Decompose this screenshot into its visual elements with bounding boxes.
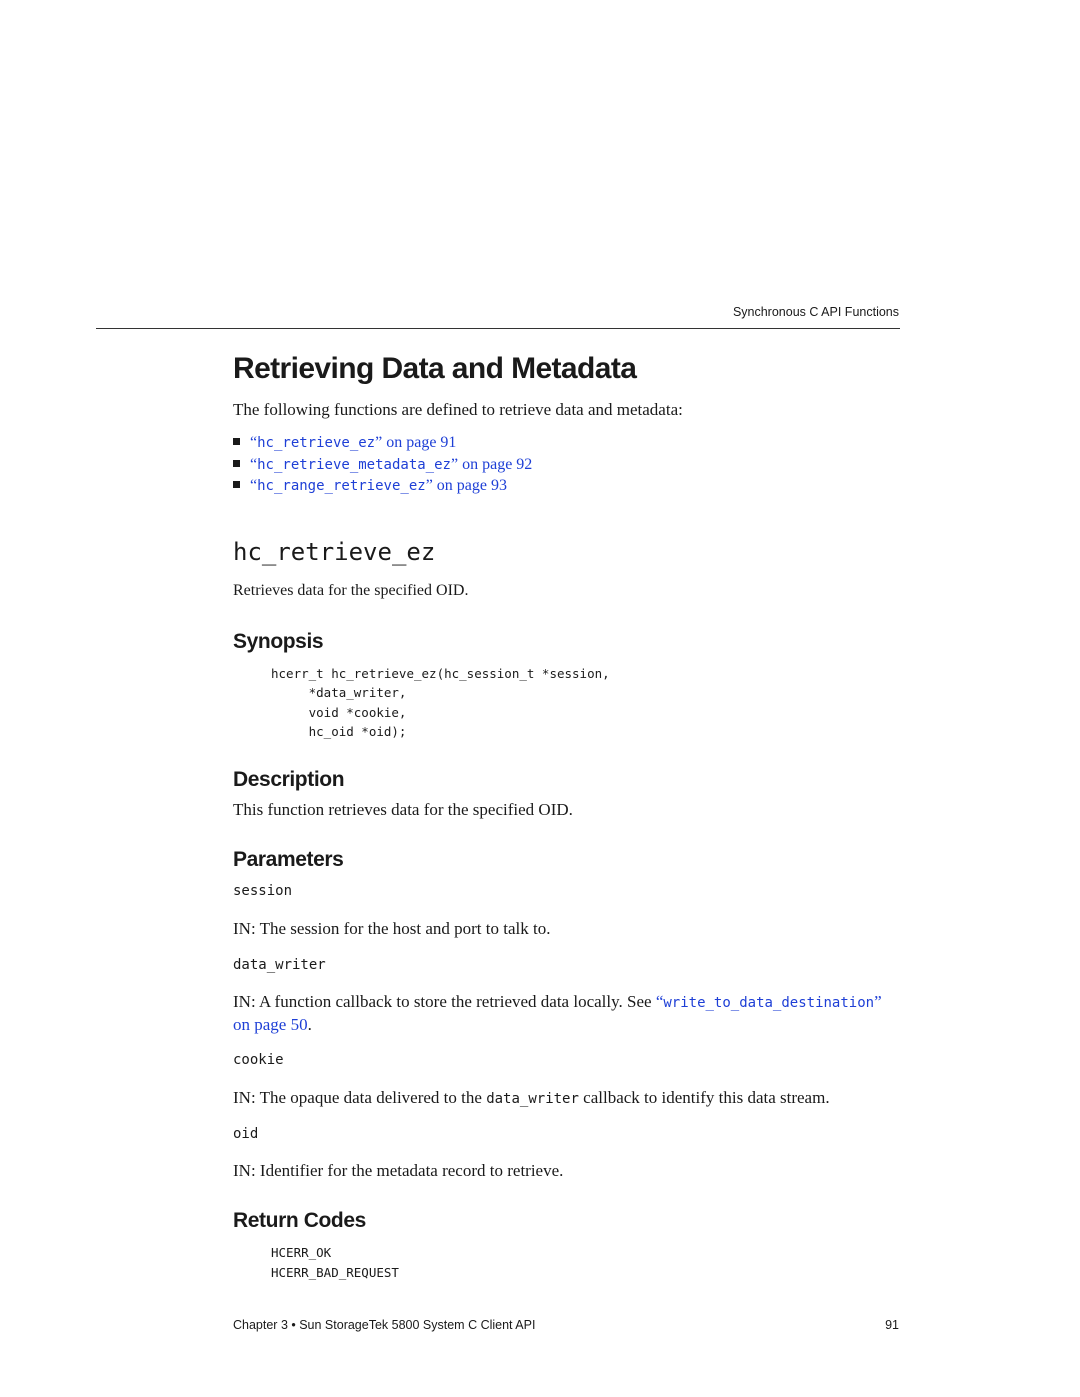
square-bullet-icon <box>233 460 240 467</box>
link-write-to-data-destination[interactable]: “write_to_data_destination” on page 50 <box>233 992 882 1034</box>
return-codes-heading: Return Codes <box>233 1209 366 1232</box>
description-heading: Description <box>233 768 345 791</box>
param-name-session: session <box>233 883 293 899</box>
square-bullet-icon <box>233 481 240 488</box>
description-text: This function retrieves data for the specified OID. <box>233 800 573 819</box>
link-hc-retrieve-metadata-ez[interactable]: “hc_retrieve_metadata_ez” on page 92 <box>250 455 533 473</box>
square-bullet-icon <box>233 438 240 445</box>
param-desc-cookie: IN: The opaque data delivered to the data_writer callback to identify this data stream. <box>233 1088 830 1107</box>
param-desc-session: IN: The session for the host and port to talk to. <box>233 919 551 938</box>
param-name-oid: oid <box>233 1126 259 1142</box>
param-desc-data-writer: IN: A function callback to store the retrieved data locally. See “write_to_data_destination” on page 50. <box>233 992 882 1034</box>
list-item <box>233 432 532 454</box>
inline-code-data-writer: data_writer <box>486 1091 579 1107</box>
header-rule <box>96 328 900 329</box>
synopsis-heading: Synopsis <box>233 630 324 653</box>
page-number: 91 <box>885 1318 899 1332</box>
list-item <box>233 475 532 497</box>
intro-paragraph: The following functions are defined to retrieve data and metadata: <box>233 400 683 419</box>
function-summary: Retrieves data for the specified OID. <box>233 582 469 599</box>
function-title: hc_retrieve_ez <box>233 538 436 566</box>
param-name-data-writer: data_writer <box>233 957 326 973</box>
synopsis-code-block: hcerr_t hc_retrieve_ez(hc_session_t *session, *data_writer, void *cookie, hc_oid *oid); <box>271 666 610 739</box>
list-item <box>233 454 532 476</box>
link-hc-retrieve-ez[interactable]: “hc_retrieve_ez” on page 91 <box>250 434 457 451</box>
param-name-cookie: cookie <box>233 1052 284 1068</box>
return-codes-block: HCERR_OK HCERR_BAD_REQUEST <box>271 1245 399 1280</box>
parameters-heading: Parameters <box>233 848 344 871</box>
function-link-list <box>233 432 532 497</box>
link-hc-range-retrieve-ez[interactable]: “hc_range_retrieve_ez” on page 93 <box>250 477 507 494</box>
footer-chapter: Chapter 3 • Sun StorageTek 5800 System C Client API <box>233 1318 536 1332</box>
page-title: Retrieving Data and Metadata <box>233 352 637 385</box>
running-header: Synchronous C API Functions <box>732 305 899 319</box>
param-desc-oid: IN: Identifier for the metadata record to retrieve. <box>233 1161 564 1180</box>
